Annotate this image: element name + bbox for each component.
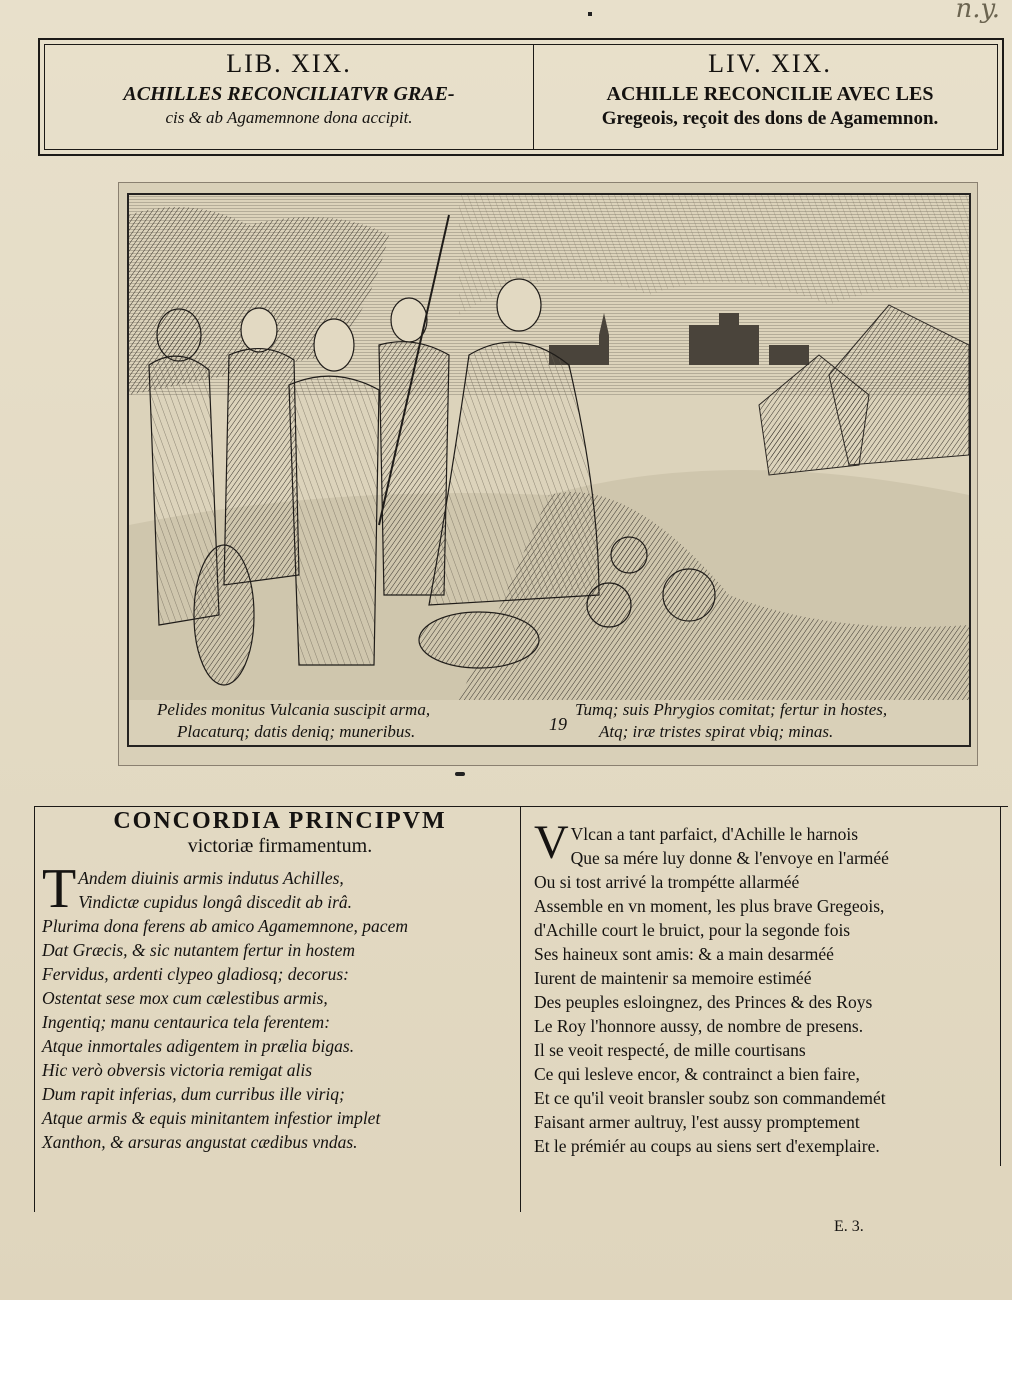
latin-line: Hic verò obversis victoria remigat alis <box>42 1060 313 1080</box>
plate-number: 19 <box>549 714 567 734</box>
verse-section <box>34 806 1008 1235</box>
french-line: Iurent de maintenir sa memoire estiméé <box>534 968 812 988</box>
frame-rule <box>34 806 35 1212</box>
french-line: Il se veoit respecté, de mille courtisans <box>534 1040 806 1060</box>
french-line: Ou si tost arrivé la trompétte allarméé <box>534 872 800 892</box>
ink-dot <box>455 772 465 776</box>
latin-verse-column <box>42 808 518 1154</box>
french-line: Le Roy l'honnore aussy, de nombre de presens. <box>534 1016 864 1036</box>
caption-left-1: Pelides monitus Vulcania suscipit arma, <box>157 700 431 719</box>
latin-line: Atque inmortales adigentem in prælia bigas. <box>42 1036 355 1056</box>
handwritten-mark: n.y. <box>955 0 1000 24</box>
engraving-plate <box>118 182 978 766</box>
latin-headline: ACHILLES RECONCILIATVR GRAE- <box>123 83 455 105</box>
caption-right-1: Tumq; suis Phrygios comitat; fertur in hostes, <box>575 700 888 719</box>
latin-line: Ingentiq; manu centaurica tela ferentem: <box>42 1012 331 1032</box>
french-headline: ACHILLE RECONCILIE AVEC LES <box>606 83 934 105</box>
french-line: Et ce qu'il veoit bransler soubz son commandemét <box>534 1088 886 1108</box>
header-inner-frame <box>44 44 998 150</box>
french-book-number: LIV. XIX. <box>708 49 832 78</box>
latin-line: Vindictæ cupidus longâ discedit ab irâ. <box>78 892 353 912</box>
latin-line: Xanthon, & arsuras angustat cædibus vndas. <box>42 1132 358 1152</box>
engraving-illustration <box>129 195 969 700</box>
french-line: d'Achille court le bruict, pour la segonde fois <box>534 920 851 940</box>
latin-line: Atque armis & equis minitantem infestior implet <box>42 1108 381 1128</box>
ink-dot <box>588 12 592 16</box>
french-verse <box>534 816 1004 1158</box>
latin-dropcap: T <box>42 858 77 920</box>
header-divider <box>533 45 534 149</box>
french-line: Et le prémiér au coups au siens sert d'exemplaire. <box>534 1136 880 1156</box>
french-line: Des peuples esloingnez, des Princes & des Roys <box>534 992 873 1012</box>
engraving-border <box>127 193 971 747</box>
latin-header <box>45 47 533 128</box>
frame-rule <box>34 806 1008 807</box>
latin-line: Dum rapit inferias, dum curribus ille viriq; <box>42 1084 345 1104</box>
latin-poem-title: CONCORDIA PRINCIPVM <box>113 808 447 834</box>
latin-line: Plurima dona ferens ab amico Agamemnone, pacem <box>42 916 408 936</box>
french-line: Faisant armer aultruy, l'est aussy promptement <box>534 1112 860 1132</box>
french-subline: Gregeois, reçoit des dons de Agamemnon. <box>601 108 939 129</box>
latin-line: Dat Græcis, & sic nutantem fertur in hostem <box>42 940 356 960</box>
french-line: Que sa mére luy donne & l'envoye en l'arméé <box>570 848 889 868</box>
frame-rule <box>520 806 521 1212</box>
french-line: Vlcan a tant parfaict, d'Achille le harnois <box>570 824 859 844</box>
latin-poem-subtitle: victoriæ firmamentum. <box>187 835 373 857</box>
latin-subline: cis & ab Agamemnone dona accipit. <box>165 108 413 127</box>
latin-line: Fervidus, ardenti clypeo gladiosq; decorus: <box>42 964 349 984</box>
engraving-caption <box>129 700 969 745</box>
caption-right-2: Atq; iræ tristes spirat vbiq; minas. <box>599 722 834 741</box>
signature-mark: E. 3. <box>834 1218 864 1235</box>
latin-line: Andem diuinis armis indutus Achilles, <box>78 868 344 888</box>
french-line: Assemble en vn moment, les plus brave Gregeois, <box>534 896 885 916</box>
latin-verse <box>42 858 518 1154</box>
french-verse-column <box>534 816 1004 1158</box>
french-dropcap: V <box>534 816 569 869</box>
header-frame <box>38 38 1004 156</box>
french-line: Ses haineux sont amis: & a main desarméé <box>534 944 834 964</box>
french-line: Ce qui lesleve encor, & contrainct a bien faire, <box>534 1064 860 1084</box>
latin-line: Ostentat sese mox cum cælestibus armis, <box>42 988 328 1008</box>
caption-left-2: Placaturq; datis deniq; muneribus. <box>177 722 416 741</box>
french-header <box>535 47 1005 130</box>
latin-book-number: LIB. XIX. <box>226 49 352 78</box>
